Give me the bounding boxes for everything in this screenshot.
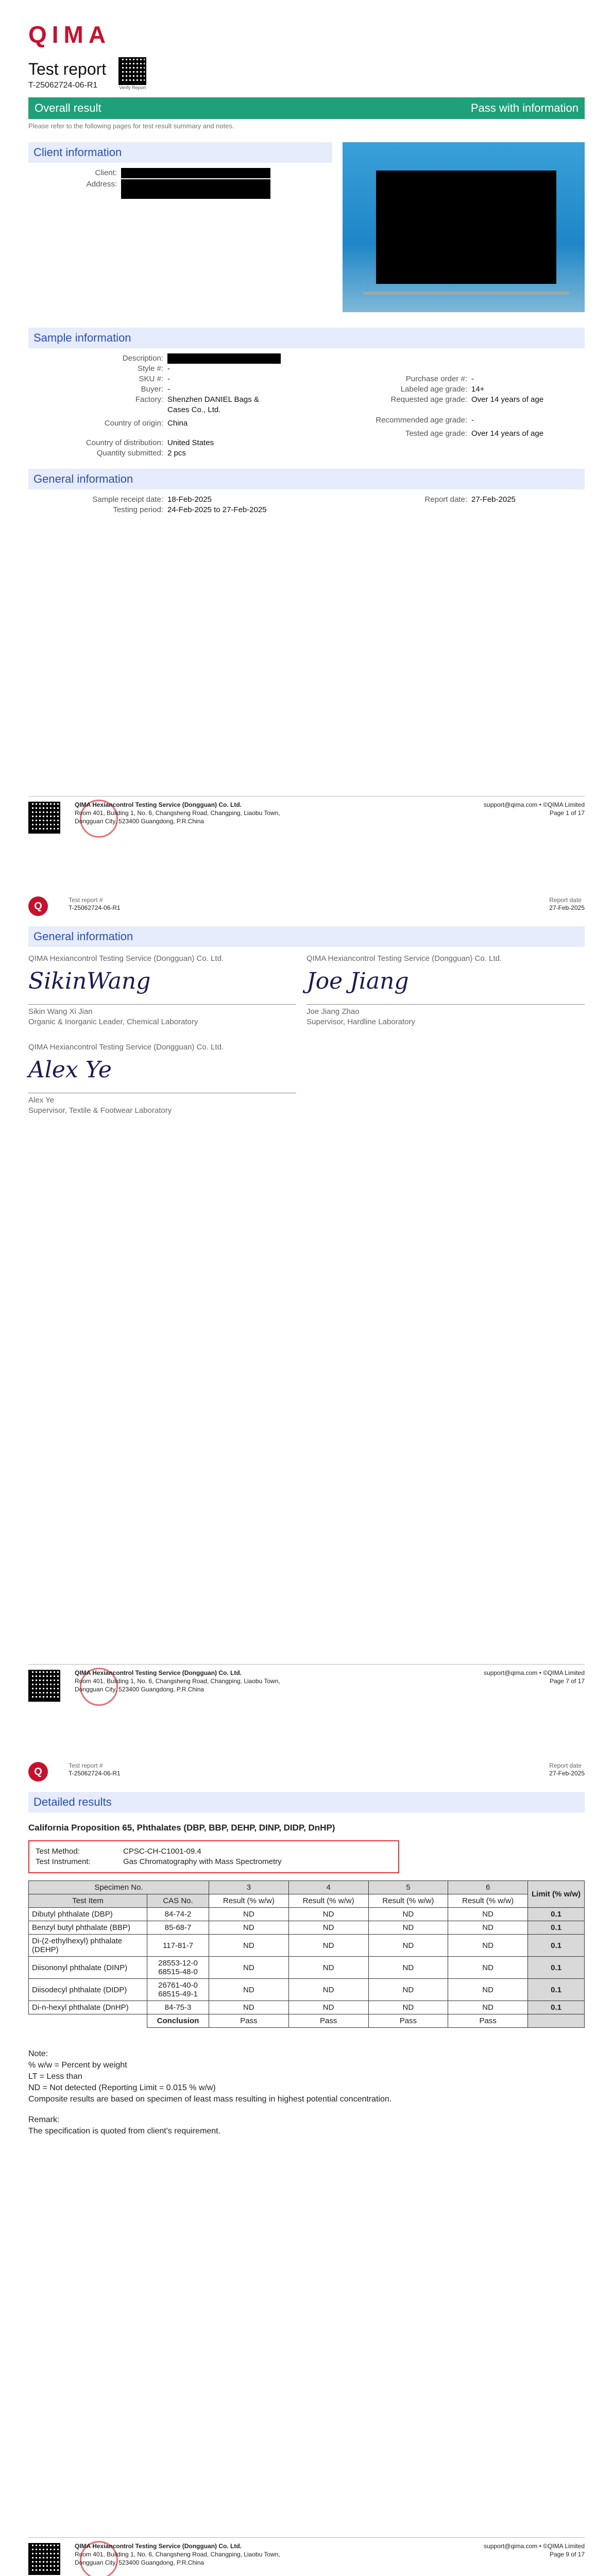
redacted-product [376, 171, 556, 284]
sample-info-heading: Sample information [28, 328, 585, 348]
footer-page-number: Page 1 of 17 [549, 809, 585, 817]
distribution-value: United States [167, 438, 214, 447]
result-cell: ND [209, 1935, 289, 1957]
overall-result-value: Pass with information [470, 101, 578, 114]
subhead-report-number: T-25062724-06-R1 [69, 904, 121, 911]
origin-label: Country of origin: [104, 419, 163, 428]
specimen-col: 5 [368, 1881, 448, 1894]
signature-lab: QIMA Hexiancontrol Testing Service (Dongguan) Co. Ltd. [306, 954, 502, 963]
quantity-label: Quantity submitted: [96, 449, 163, 457]
test-method-label: Test Method: [36, 1847, 80, 1856]
client-info-heading: Client information [28, 142, 332, 163]
client-label: Client: [95, 168, 117, 177]
footer-company: QIMA Hexiancontrol Testing Service (Dongguan) Co. Ltd. [75, 801, 242, 808]
testing-period-value: 24-Feb-2025 to 27-Feb-2025 [167, 505, 267, 514]
qr-caption: Verify Report [119, 85, 146, 90]
table-row [29, 1921, 585, 1935]
footer-email: support@qima.com • ©QIMA Limited [484, 1669, 585, 1676]
cas-cell: 28553-12-0 68515-48-0 [147, 1957, 209, 1979]
footer-qr-icon [28, 802, 60, 834]
test-item-header: Test Item [29, 1894, 147, 1908]
limit-cell: 0.1 [528, 1957, 585, 1979]
receipt-date-value: 18-Feb-2025 [167, 495, 212, 504]
result-cell: ND [368, 1908, 448, 1921]
note-line: ND = Not detected (Reporting Limit = 0.015 % w/w) [28, 2083, 216, 2092]
test-item-cell: Benzyl butyl phthalate (BBP) [29, 1921, 147, 1935]
signer-name: Sikin Wang Xi Jian [28, 1007, 93, 1016]
result-cell: ND [209, 2001, 289, 2014]
result-cell: ND [288, 1957, 368, 1979]
conclusion-cell: Pass [448, 2014, 528, 2028]
cas-cell: 84-74-2 [147, 1908, 209, 1921]
footer-page-number: Page 9 of 17 [549, 2551, 585, 2558]
note-line: % w/w = Percent by weight [28, 2061, 127, 2070]
overall-result-label: Overall result [35, 101, 101, 114]
result-cell: ND [448, 1979, 528, 2001]
conclusion-cell: Pass [288, 2014, 368, 2028]
result-cell: ND [448, 1908, 528, 1921]
description-label: Description: [122, 354, 163, 363]
signer-name: Alex Ye [28, 1096, 55, 1105]
result-cell: ND [448, 2001, 528, 2014]
subhead-date-label: Report date [549, 896, 582, 904]
subhead-report-label: Test report # [69, 896, 103, 904]
labeled-age-label: Labeled age grade: [400, 385, 467, 394]
footer-email: support@qima.com • ©QIMA Limited [484, 801, 585, 808]
redacted-address [121, 179, 270, 199]
test-method-value: CPSC-CH-C1001-09.4 [123, 1847, 201, 1856]
subhead-date-label: Report date [549, 1762, 582, 1769]
limit-cell: 0.1 [528, 1908, 585, 1921]
footer-qr-icon [28, 2543, 60, 2575]
signature-image: Joe Jiang [306, 968, 409, 994]
po-label: Purchase order #: [405, 375, 467, 383]
remark-block [28, 2114, 585, 2137]
limit-cell: 0.1 [528, 1921, 585, 1935]
subhead-report-label: Test report # [69, 1762, 103, 1769]
buyer-label: Buyer: [141, 385, 163, 394]
conclusion-cell: Pass [368, 2014, 448, 2028]
footer-qr-icon [28, 1670, 60, 1702]
signer-role: Supervisor, Textile & Footwear Laboratory [28, 1106, 172, 1115]
style-value: - [167, 364, 170, 373]
footer-page-number: Page 7 of 17 [549, 1677, 585, 1685]
result-cell: ND [288, 1935, 368, 1957]
specimen-col: 6 [448, 1881, 528, 1894]
report-number: T-25062724-06-R1 [28, 81, 98, 90]
test-item-cell: Dibutyl phthalate (DBP) [29, 1908, 147, 1921]
cas-cell: 85-68-7 [147, 1921, 209, 1935]
results-table [28, 1880, 585, 2028]
receipt-date-label: Sample receipt date: [92, 495, 163, 504]
signature-lab: QIMA Hexiancontrol Testing Service (Dongguan) Co. Ltd. [28, 1043, 224, 1052]
page-footer [28, 1664, 585, 1705]
signatures-heading: General information [28, 926, 585, 947]
footer-address-2: Dongguan City, 523400 Guangdong, P.R.China [75, 818, 205, 825]
result-cell: ND [368, 2001, 448, 2014]
table-row [29, 1908, 585, 1921]
test-instrument-value: Gas Chromatography with Mass Spectrometry [123, 1857, 282, 1866]
origin-value: China [167, 419, 188, 428]
table-row [29, 1979, 585, 2001]
result-cell: ND [368, 1935, 448, 1957]
report-date-value: 27-Feb-2025 [471, 495, 516, 504]
footer-address-1: Room 401, Building 1, No. 6, Changsheng Road, Changping, Liaobu Town, [75, 2551, 280, 2558]
result-cell: ND [448, 1921, 528, 1935]
result-cell: ND [209, 1908, 289, 1921]
test-method-box [28, 1840, 399, 1873]
conclusion-cell: Pass [209, 2014, 289, 2028]
subhead-report-number: T-25062724-06-R1 [69, 1770, 121, 1777]
test-item-cell: Di-n-hexyl phthalate (DnHP) [29, 2001, 147, 2014]
qr-code-icon[interactable] [118, 57, 146, 85]
signature-image: Alex Ye [28, 1057, 112, 1083]
redacted-client [121, 168, 270, 178]
limit-cell: 0.1 [528, 1979, 585, 2001]
result-cell: ND [368, 1921, 448, 1935]
signer-role: Supervisor, Hardline Laboratory [306, 1018, 415, 1026]
testing-period-label: Testing period: [113, 505, 163, 514]
cas-cell: 26761-40-0 68515-49-1 [147, 1979, 209, 2001]
specimen-col: 3 [209, 1881, 289, 1894]
signature-block [28, 954, 296, 1027]
result-cell: ND [209, 1921, 289, 1935]
signer-name: Joe Jiang Zhao [306, 1007, 360, 1016]
distribution-label: Country of distribution: [86, 438, 163, 447]
ruler-strip [363, 292, 569, 295]
result-cell: ND [368, 1979, 448, 2001]
footer-address-2: Dongguan City, 523400 Guangdong, P.R.China [75, 2559, 205, 2566]
page-7 [0, 871, 613, 1741]
quantity-value: 2 pcs [167, 449, 186, 457]
test-item-cell: Diisononyl phthalate (DINP) [29, 1957, 147, 1979]
footer-address-1: Room 401, Building 1, No. 6, Changsheng Road, Changping, Liaobu Town, [75, 1677, 280, 1685]
result-header: Result (% w/w) [209, 1894, 289, 1908]
report-title: Test report [28, 60, 107, 78]
result-cell: ND [288, 2001, 368, 2014]
recommended-age-value: - [471, 416, 474, 425]
result-header: Result (% w/w) [368, 1894, 448, 1908]
result-cell: ND [448, 1957, 528, 1979]
note-line: LT = Less than [28, 2072, 82, 2081]
sku-value: - [167, 375, 170, 383]
results-subtitle: California Proposition 65, Phthalates (DBP, BBP, DEHP, DINP, DIDP, DnHP) [28, 1823, 335, 1833]
po-value: - [471, 375, 474, 383]
specimen-header: Specimen No. [29, 1881, 209, 1894]
result-header: Result (% w/w) [448, 1894, 528, 1908]
cas-header: CAS No. [147, 1894, 209, 1908]
labeled-age-value: 14+ [471, 385, 485, 394]
signature-image: SikinWang [28, 968, 151, 994]
overall-note: Please refer to the following pages for test result summary and notes. [28, 122, 234, 130]
cas-cell: 84-75-3 [147, 2001, 209, 2014]
table-row [29, 1935, 585, 1957]
page-9 [0, 1741, 613, 2576]
footer-company: QIMA Hexiancontrol Testing Service (Dongguan) Co. Ltd. [75, 1669, 242, 1676]
overall-result-bar [28, 97, 585, 119]
conclusion-label: Conclusion [147, 2014, 209, 2028]
limit-cell: 0.1 [528, 2001, 585, 2014]
report-date-label: Report date: [424, 495, 467, 504]
signature-block [306, 954, 585, 1027]
footer-company: QIMA Hexiancontrol Testing Service (Dongguan) Co. Ltd. [75, 2543, 242, 2550]
recommended-age-label: Recommended age grade: [376, 416, 467, 425]
brand-logo: QIMA [28, 21, 111, 48]
sku-label: SKU #: [139, 375, 163, 383]
redacted-description [167, 353, 281, 364]
result-cell: ND [209, 1957, 289, 1979]
result-cell: ND [288, 1979, 368, 2001]
limit-header: Limit (% w/w) [528, 1881, 585, 1908]
signature-lab: QIMA Hexiancontrol Testing Service (Dongguan) Co. Ltd. [28, 954, 224, 963]
subhead-date: 27-Feb-2025 [549, 904, 585, 911]
page-subheader [28, 1762, 585, 1788]
note-line: Composite results are based on specimen of least mass resulting in highest potential concentration. [28, 2095, 392, 2104]
footer-email: support@qima.com • ©QIMA Limited [484, 2543, 585, 2550]
general-info-heading: General information [28, 469, 585, 489]
product-photo [343, 142, 585, 312]
footer-address-2: Dongguan City, 523400 Guangdong, P.R.China [75, 1686, 205, 1693]
subhead-date: 27-Feb-2025 [549, 1770, 585, 1777]
note-line: Note: [28, 2049, 48, 2058]
signature-block [28, 1043, 296, 1116]
result-cell: ND [288, 1921, 368, 1935]
remark-line: Remark: [28, 2115, 60, 2124]
result-cell: ND [448, 1935, 528, 1957]
address-label: Address: [86, 180, 117, 189]
result-cell: ND [288, 1908, 368, 1921]
notes-block [28, 2048, 585, 2105]
specimen-col: 4 [288, 1881, 368, 1894]
factory-value: Shenzhen DANIEL Bags & Cases Co., Ltd. [167, 395, 259, 414]
qima-logo-icon: Q [28, 896, 48, 916]
results-heading: Detailed results [28, 1792, 585, 1812]
requested-age-value: Over 14 years of age [471, 395, 544, 404]
style-label: Style #: [137, 364, 163, 373]
qima-logo-icon: Q [28, 1762, 48, 1782]
factory-label: Factory: [135, 395, 163, 404]
page-1 [0, 0, 613, 871]
tested-age-label: Tested age grade: [405, 429, 467, 438]
result-cell: ND [209, 1979, 289, 2001]
buyer-value: - [167, 385, 170, 394]
page-footer [28, 2537, 585, 2576]
cas-cell: 117-81-7 [147, 1935, 209, 1957]
signer-role: Organic & Inorganic Leader, Chemical Laboratory [28, 1018, 198, 1026]
test-item-cell: Diisodecyl phthalate (DIDP) [29, 1979, 147, 2001]
footer-address-1: Room 401, Building 1, No. 6, Changsheng Road, Changping, Liaobu Town, [75, 809, 280, 817]
tested-age-value: Over 14 years of age [471, 429, 544, 438]
page-subheader [28, 896, 585, 922]
remark-line: The specification is quoted from client's requirement. [28, 2127, 221, 2136]
test-item-cell: Di-(2-ethylhexyl) phthalate (DEHP) [29, 1935, 147, 1957]
page-footer [28, 796, 585, 837]
table-row [29, 2001, 585, 2014]
result-cell: ND [368, 1957, 448, 1979]
result-header: Result (% w/w) [288, 1894, 368, 1908]
requested-age-label: Requested age grade: [390, 395, 467, 404]
limit-cell: 0.1 [528, 1935, 585, 1957]
test-instrument-label: Test Instrument: [36, 1857, 91, 1866]
table-row [29, 1957, 585, 1979]
